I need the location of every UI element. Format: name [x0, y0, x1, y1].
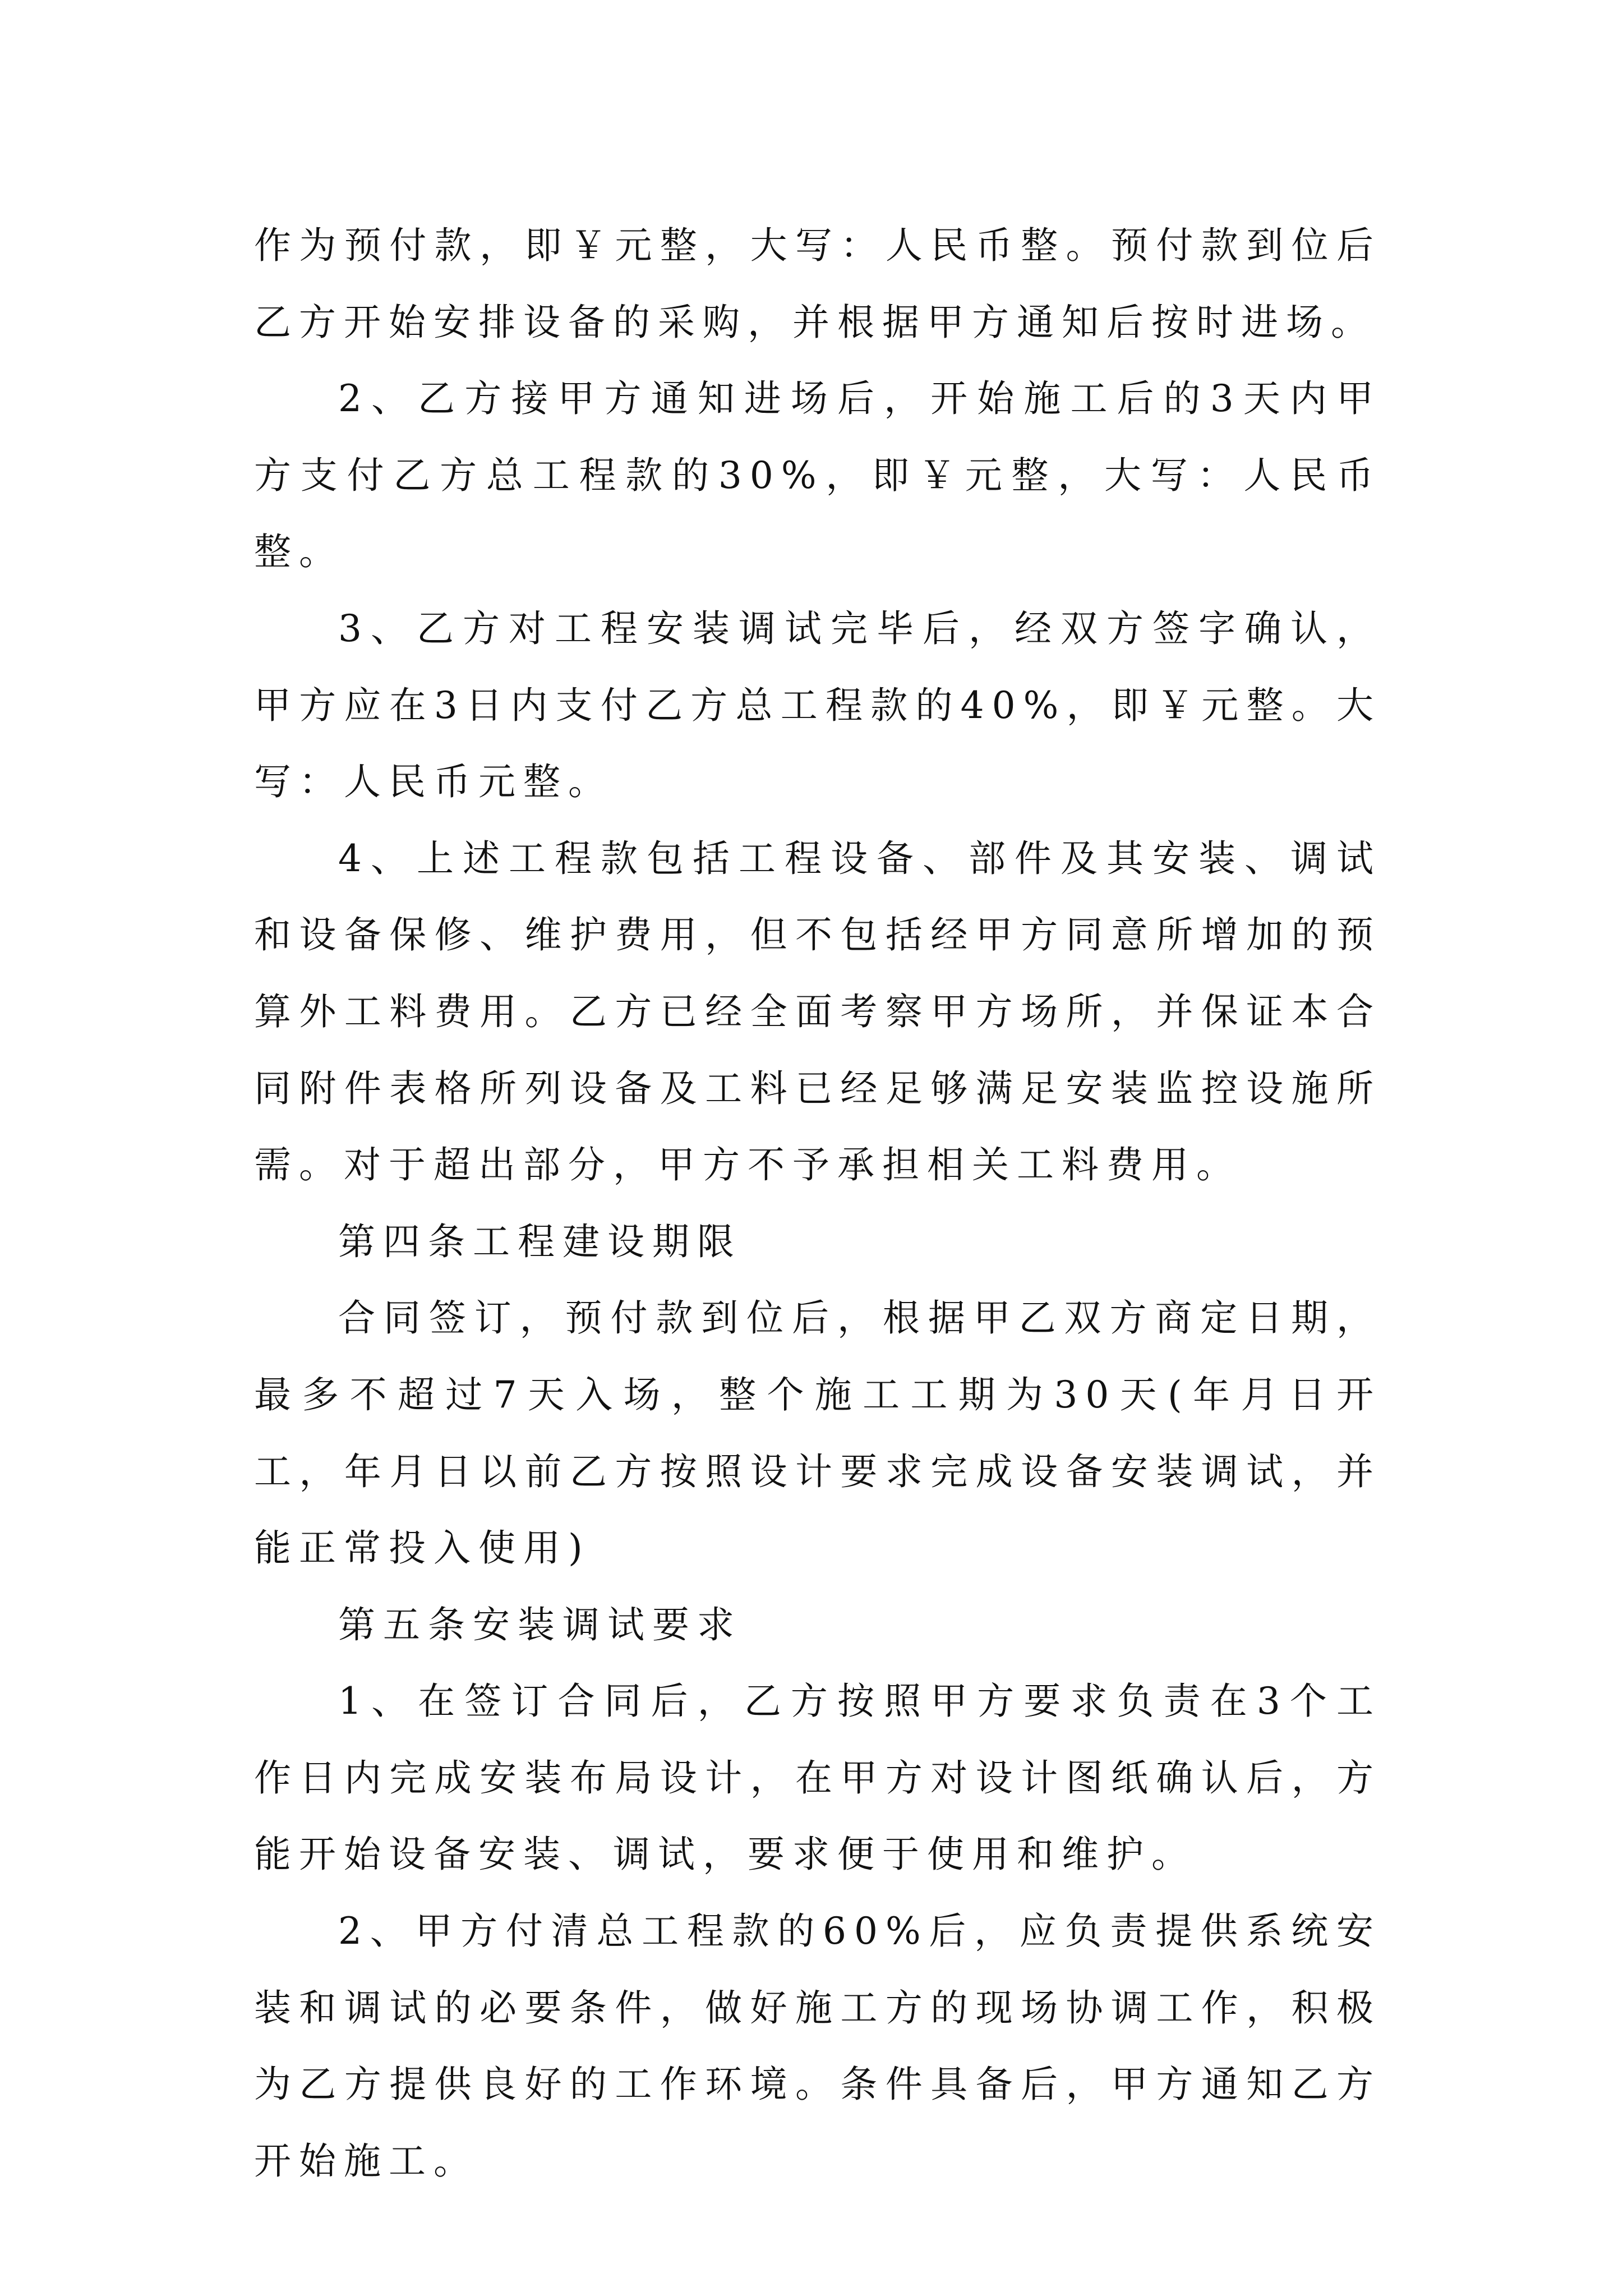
paragraph-8: 1、在签订合同后，乙方按照甲方要求负责在3个工作日内完成安装布局设计，在甲方对设计图纸确认后，方能开始设备安装、调试，要求便于使用和维护。 — [254, 1680, 1381, 1876]
document-body — [254, 208, 1381, 2200]
paragraph-6: 合同签订，预付款到位后，根据甲乙双方商定日期，最多不超过7天入场，整个施工工期为30天(年月日开工，年月日以前乙方按照设计要求完成设备安装调试，并能正常投入使用) — [254, 1296, 1381, 1570]
paragraph-3: 3、乙方对工程安装调试完毕后，经双方签字确认，甲方应在3日内支付乙方总工程款的40%，即￥元整。大写：人民币元整。 — [254, 606, 1381, 804]
paragraph-1: 作为预付款，即￥元整，大写：人民币整。预付款到位后乙方开始安排设备的采购，并根据甲方通知后按时进场。 — [254, 224, 1381, 344]
section-heading-article-4: 第四条工程建设期限 — [338, 1220, 742, 1263]
paragraph-2: 2、乙方接甲方通知进场后，开始施工后的3天内甲方支付乙方总工程款的30%，即￥元整，大写：人民币整。 — [254, 377, 1381, 574]
paragraph-4: 4、上述工程款包括工程设备、部件及其安装、调试和设备保修、维护费用，但不包括经甲方同意所增加的预算外工料费用。乙方已经全面考察甲方场所，并保证本合同附件表格所列设备及工料已经足够满足安装监控设施所需。对于超出部分，甲方不予承担相关工料费用。 — [254, 836, 1381, 1187]
section-heading-article-5: 第五条安装调试要求 — [338, 1603, 742, 1646]
paragraph-9: 2、甲方付清总工程款的60%后，应负责提供系统安装和调试的必要条件，做好施工方的现场协调工作，积极为乙方提供良好的工作环境。条件具备后，甲方通知乙方开始施工。 — [254, 1910, 1381, 2183]
